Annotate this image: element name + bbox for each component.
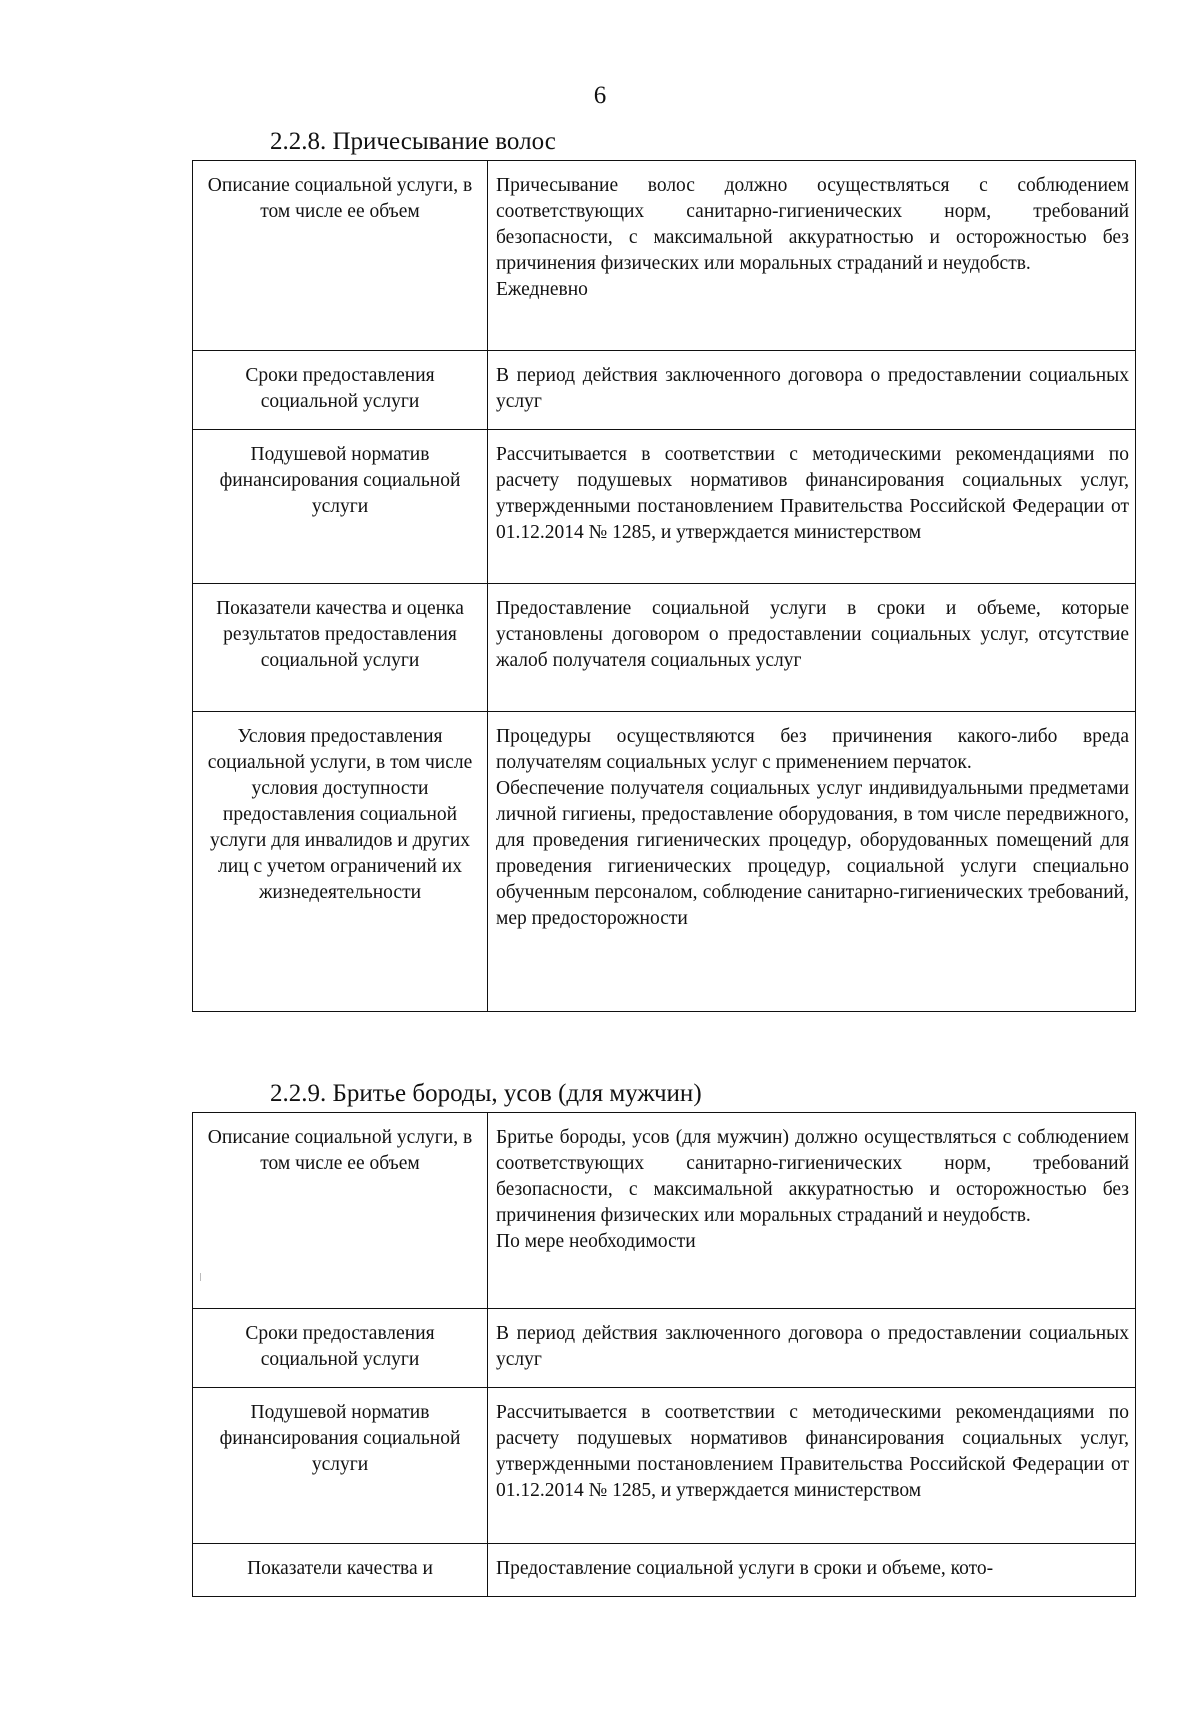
table-row xyxy=(193,430,1136,584)
table-row xyxy=(193,1309,1136,1388)
row-value xyxy=(488,1113,1136,1309)
table-row xyxy=(193,584,1136,712)
table-row xyxy=(193,1113,1136,1309)
value-paragraph: Рассчитывается в соответствии с методическими рекомендациями по расчету подушевых нормативов финансирования социальных услуг, утвержденными постановлением Правительства Российской Федерации от 01.12.2014 № 1285, и утверждается министерством xyxy=(496,1402,1129,1501)
row-value xyxy=(488,584,1136,712)
row-label: Подушевой норматив финансирования социальной услуги xyxy=(193,430,488,584)
value-paragraph: Предоставление социальной услуги в сроки и объеме, которые установлены договором о предоставлении социальных услуг, отсутствие жалоб получателя социальных услуг xyxy=(496,598,1129,671)
section-title-hair-combing: 2.2.8. Причесывание волос xyxy=(270,128,556,155)
row-value xyxy=(488,351,1136,430)
row-value xyxy=(488,712,1136,1012)
value-paragraph: Ежедневно xyxy=(496,279,588,300)
value-paragraph: Предоставление социальной услуги в сроки и объеме, кото- xyxy=(496,1558,994,1579)
row-label: Сроки предоставления социальной услуги xyxy=(193,1309,488,1388)
value-paragraph: Бритье бороды, усов (для мужчин) должно осуществляться с соблюдением соответствующих санитарно-гигиенических норм, требований безопасности, с максимальной аккуратностью и осторожностью без причинения физических или моральных страданий и неудобств. xyxy=(496,1127,1129,1226)
section-title-beard-shaving: 2.2.9. Бритье бороды, усов (для мужчин) xyxy=(270,1080,702,1107)
value-paragraph: Рассчитывается в соответствии с методическими рекомендациями по расчету подушевых нормативов финансирования социальных услуг, утвержденными постановлением Правительства Российской Федерации от 01.12.2014 № 1285, и утверждается министерством xyxy=(496,444,1129,543)
value-paragraph: Обеспечение получателя социальных услуг индивидуальными предметами личной гигиены, предоставление оборудования, в том числе передвижного, для проведения гигиенических процедур, оборудованных помещений для проведения гигиенических процедур, социальной услуги специально обученным персоналом, соблюдение санитарно-гигиенических требований, мер предосторожности xyxy=(496,778,1129,929)
row-label: Показатели качества и xyxy=(193,1544,488,1597)
row-label: Подушевой норматив финансирования социальной услуги xyxy=(193,1388,488,1544)
row-label: Показатели качества и оценка результатов предоставления социальной услуги xyxy=(193,584,488,712)
service-table-hair-combing xyxy=(192,160,1136,1012)
row-value xyxy=(488,1309,1136,1388)
row-label: Описание социальной услуги, в том числе ее объем xyxy=(193,1113,488,1309)
table-row xyxy=(193,351,1136,430)
page-number: 6 xyxy=(593,82,607,109)
table-row xyxy=(193,1388,1136,1544)
row-label: Описание социальной услуги, в том числе ее объем xyxy=(193,161,488,351)
table-row xyxy=(193,161,1136,351)
value-paragraph: В период действия заключенного договора о предоставлении социальных услуг xyxy=(496,1323,1129,1370)
row-value xyxy=(488,1544,1136,1597)
value-paragraph: По мере необходимости xyxy=(496,1231,696,1252)
table-row xyxy=(193,712,1136,1012)
table-row xyxy=(193,1544,1136,1597)
row-label: Сроки предоставления социальной услуги xyxy=(193,351,488,430)
row-label: Условия предоставления социальной услуги, в том числе условия доступности предоставления социальной услуги для инвалидов и других лиц с учетом ограничений их жизнедеятельности xyxy=(193,712,488,1012)
value-paragraph: Причесывание волос должно осуществляться с соблюдением соответствующих санитарно-гигиенических норм, требований безопасности, с максимальной аккуратностью и осторожностью без причинения физических или моральных страданий и неудобств. xyxy=(496,175,1129,274)
value-paragraph: Процедуры осуществляются без причинения какого-либо вреда получателям социальных услуг с применением перчаток. xyxy=(496,726,1129,773)
row-value xyxy=(488,161,1136,351)
scan-artifact xyxy=(200,1273,201,1281)
row-value xyxy=(488,430,1136,584)
service-table-beard-shaving xyxy=(192,1112,1136,1597)
value-paragraph: В период действия заключенного договора о предоставлении социальных услуг xyxy=(496,365,1129,412)
row-value xyxy=(488,1388,1136,1544)
